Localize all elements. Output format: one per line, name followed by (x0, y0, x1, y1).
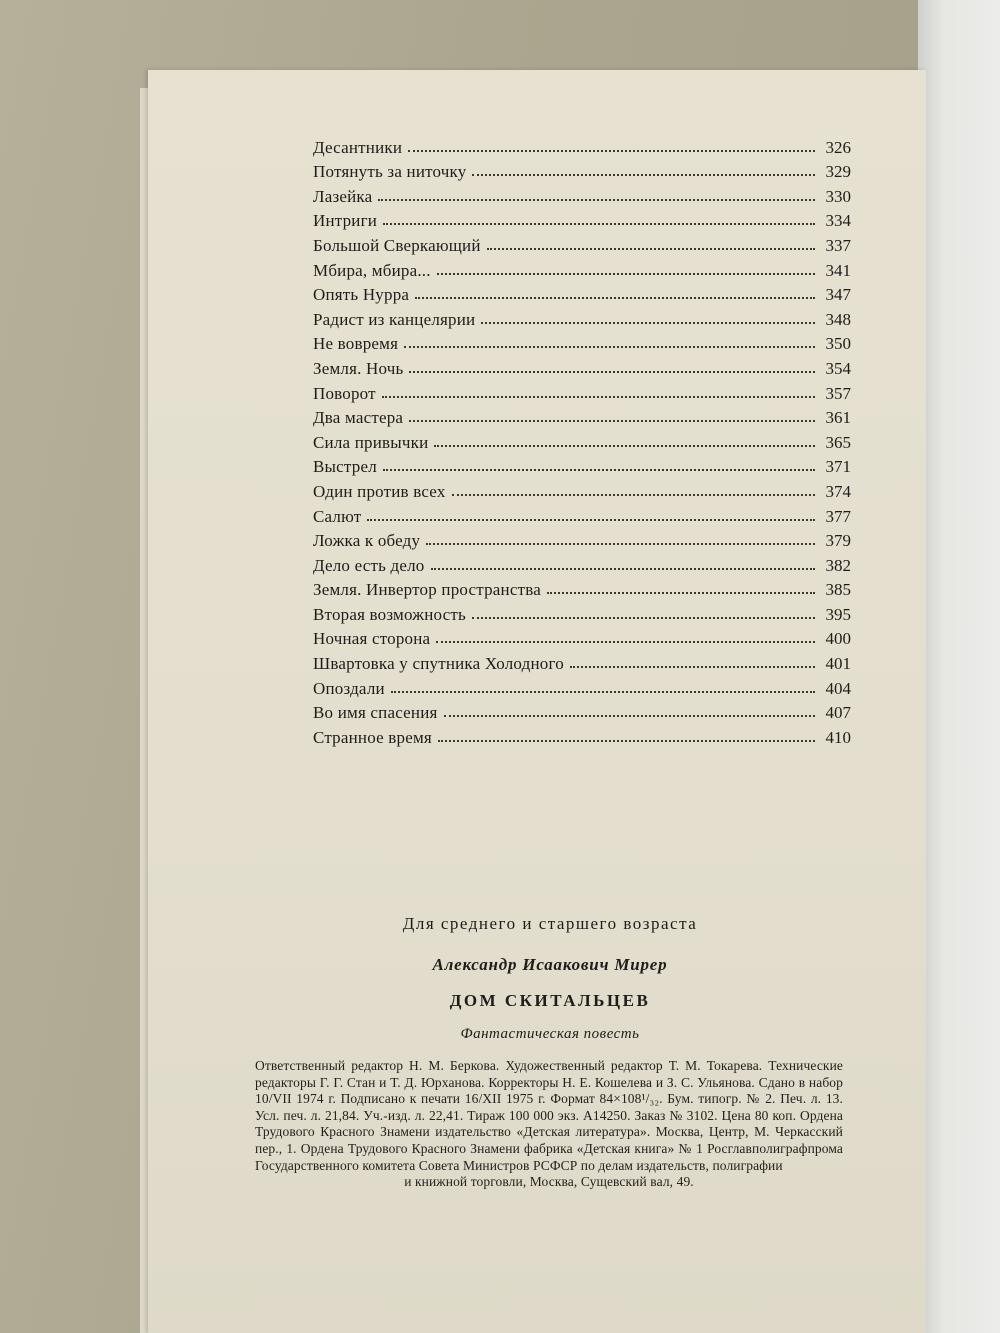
toc-leader-dots (426, 543, 815, 545)
toc-entry-title: Салют (313, 506, 362, 526)
toc-entry (313, 647, 851, 672)
toc-leader-dots (408, 150, 815, 152)
toc-entry-title: Один против всех (313, 481, 446, 501)
toc-entry (313, 279, 851, 304)
toc-entry-page: 354 (825, 358, 851, 378)
toc-entry (313, 451, 851, 476)
toc-entry-page: 404 (825, 678, 851, 698)
toc-entry-title: Выстрел (313, 457, 377, 477)
toc-leader-dots (472, 617, 815, 619)
toc-entry (313, 328, 851, 353)
toc-leader-dots (444, 715, 815, 717)
audience-note: Для среднего и старшего возраста (402, 914, 698, 933)
colophon-last-line: и книжной торговли, Москва, Сущевский вал, 49. (404, 1174, 694, 1190)
toc-entry (313, 426, 851, 451)
toc-leader-dots (472, 174, 815, 176)
toc-leader-dots (452, 494, 815, 496)
toc-entry (313, 672, 851, 697)
toc-entry (313, 205, 851, 230)
toc-entry-title: Земля. Инвертор пространства (313, 580, 541, 600)
toc-entry-title: Во имя спасения (313, 703, 438, 723)
colophon-text: Ответственный редактор Н. М. Беркова. Художественный редактор Т. М. Токарева. Технические редакторы Г. Г. Стан и Т. Д. Юрханова. Корректоры Н. Е. Кошелева и З. С. Ульянова. Сдано в набор 10/VII 1974 г. Подписано к печати 16/XII 1975 г. Формат 84×108¹/₃₂. Бум. типогр. № 2. Печ. л. 13. Усл. печ. л. 21,84. Уч.-изд. л. 22,41. Тираж 100 000 экз. А14250. Заказ № 3102. Цена 80 коп. Ордена Трудового Красного Знамени издательство «Детская литература». Москва, Центр, М. Черкасский пер., 1. Ордена Трудового Красного Знамени фабрика «Детская книга» № 1 Росглавполиграфпрома Государственного комитета Совета Министров РСФСР по делам издательств, полиграфии (255, 1058, 843, 1173)
toc-entry-page: 410 (825, 727, 851, 747)
toc-entry-title: Радист из канцелярии (313, 309, 476, 329)
toc-entry-title: Мбира, мбира... (313, 260, 431, 280)
toc-entry-page: 377 (825, 506, 851, 526)
toc-entry-page: 385 (825, 580, 851, 600)
toc-entry-title: Поворот (313, 383, 376, 403)
toc-entry (313, 303, 851, 328)
toc-entry (313, 402, 851, 427)
toc-leader-dots (438, 740, 815, 742)
toc-leader-dots (436, 641, 815, 643)
toc-entry (313, 352, 851, 377)
toc-leader-dots (383, 223, 815, 225)
toc-leader-dots (409, 371, 815, 373)
toc-entry (313, 500, 851, 525)
toc-entry-page: 334 (825, 211, 851, 231)
toc-entry-page: 374 (825, 481, 851, 501)
toc-entry (313, 475, 851, 500)
toc-leader-dots (382, 396, 815, 398)
toc-leader-dots (391, 691, 815, 693)
toc-entry-page: 348 (825, 309, 851, 329)
toc-entry-title: Земля. Ночь (313, 358, 404, 378)
author-name: Александр Исаакович Мирер (432, 955, 668, 974)
toc-entry-title: Дело есть дело (313, 555, 425, 575)
toc-entry (313, 131, 851, 156)
toc-leader-dots (409, 420, 815, 422)
toc-entry-title: Сила привычки (313, 432, 429, 452)
toc-entry (313, 229, 851, 254)
toc-entry (313, 697, 851, 722)
colophon (255, 1058, 843, 1191)
toc-entry-title: Вторая возможность (313, 604, 466, 624)
toc-leader-dots (378, 199, 815, 201)
toc-entry (313, 156, 851, 181)
genre-subtitle: Фантастическая повесть (460, 1026, 640, 1042)
toc-entry-title: Лазейка (313, 186, 373, 206)
toc-entry (313, 623, 851, 648)
toc-entry (313, 180, 851, 205)
toc-leader-dots (487, 248, 815, 250)
toc-entry (313, 549, 851, 574)
toc-entry-title: Не вовремя (313, 334, 399, 354)
toc-entry-page: 371 (825, 457, 851, 477)
toc-entry-page: 357 (825, 383, 851, 403)
toc-entry-page: 400 (825, 629, 851, 649)
toc-leader-dots (434, 445, 815, 447)
toc-leader-dots (367, 519, 815, 521)
toc-entry-title: Опять Нурра (313, 285, 410, 305)
toc-leader-dots (431, 568, 815, 570)
toc-entry (313, 525, 851, 550)
toc-leader-dots (404, 346, 815, 348)
toc-entry-title: Интриги (313, 211, 378, 231)
toc-entry-title: Странное время (313, 727, 432, 747)
toc-entry-page: 382 (825, 555, 851, 575)
toc-leader-dots (481, 322, 815, 324)
toc-entry-title: Потянуть за ниточку (313, 162, 467, 182)
toc-leader-dots (415, 297, 815, 299)
toc-entry-page: 329 (825, 162, 851, 182)
toc-entry (313, 377, 851, 402)
toc-entry-page: 407 (825, 703, 851, 723)
toc-leader-dots (383, 469, 815, 471)
toc-leader-dots (547, 592, 815, 594)
book-title: ДОМ СКИТАЛЬЦЕВ (449, 991, 651, 1010)
toc-entry (313, 574, 851, 599)
toc-entry (313, 721, 851, 746)
table-of-contents (313, 131, 851, 746)
toc-entry-title: Два мастера (313, 408, 404, 428)
toc-entry-title: Ложка к обеду (313, 531, 421, 551)
toc-entry-page: 350 (825, 334, 851, 354)
toc-entry (313, 254, 851, 279)
toc-entry (313, 598, 851, 623)
toc-entry-page: 337 (825, 235, 851, 255)
toc-entry-title: Десантники (313, 137, 403, 157)
toc-entry-page: 361 (825, 408, 851, 428)
facing-page (918, 0, 1000, 1333)
toc-leader-dots (570, 666, 815, 668)
toc-entry-page: 347 (825, 285, 851, 305)
toc-entry-title: Опоздали (313, 678, 385, 698)
toc-entry-page: 341 (825, 260, 851, 280)
toc-entry-title: Ночная сторона (313, 629, 431, 649)
toc-entry-page: 330 (825, 186, 851, 206)
toc-entry-title: Большой Сверкающий (313, 235, 481, 255)
toc-entry-page: 395 (825, 604, 851, 624)
toc-leader-dots (437, 273, 815, 275)
toc-entry-title: Швартовка у спутника Холодного (313, 654, 564, 674)
toc-entry-page: 365 (825, 432, 851, 452)
toc-entry-page: 379 (825, 531, 851, 551)
toc-entry-page: 401 (825, 654, 851, 674)
toc-entry-page: 326 (825, 137, 851, 157)
